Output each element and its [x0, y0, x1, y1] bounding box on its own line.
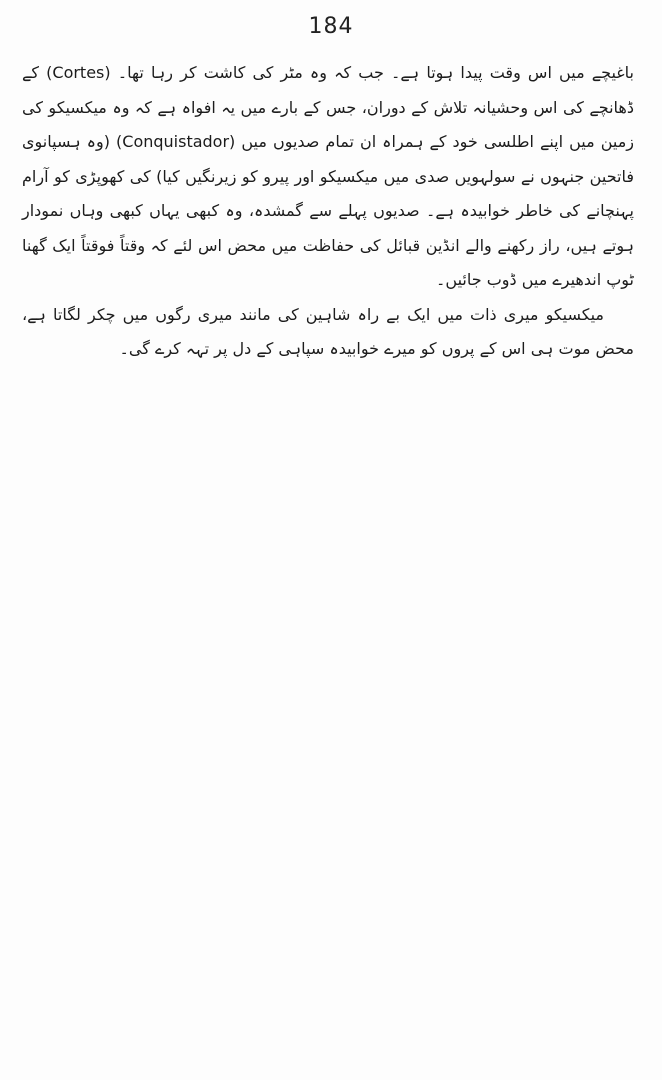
page-number: 184 [308, 14, 354, 39]
paragraph-2: میکسیکو میری ذات میں ایک بے راہ شاہین کی مانند میری رگوں میں چکر لگاتا ہے، محض موت ہی اس کے پروں کو میرے خوابیدہ سپاہی کے دل پر تہہ کرے گی۔ [22, 304, 634, 358]
body-text [22, 56, 634, 367]
paragraph-1: باغیچے میں اس وقت پیدا ہوتا ہے۔ جب کہ وہ مٹر کی کاشت کر رہا تھا۔ (Cortes) کے ڈھانچے کی اس وحشیانہ تلاش کے دوران، جس کے بارے میں یہ افواہ ہے کہ وہ میکسیکو کی زمین میں اپنے اطلسی خود کے ہمراہ ان تمام صدیوں میں (Conquistador) (وہ ہسپانوی فاتحین جنہوں نے سولہویں صدی میں میکسیکو اور پیرو کو زیرنگیں کیا) کی کھوپڑی کو آرام پہنچانے کی خاطر خوابیدہ ہے۔ صدیوں پہلے سے گمشدہ، وہ کبھی یہاں کبھی وہاں نمودار ہوتے ہیں، راز رکھنے والے انڈین قبائل کی حفاظت میں محض اس لئے کہ وقتاً فوقتاً ایک گھنا ٹوپ اندھیرے میں ڈوب جائیں۔ [22, 63, 635, 289]
